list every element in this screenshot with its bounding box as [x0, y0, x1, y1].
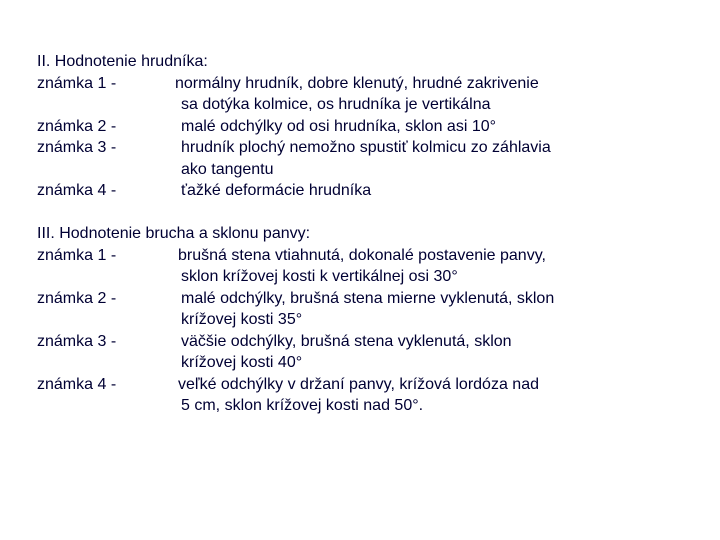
description-line: 5 cm, sklon krížovej kosti nad 50°. [181, 397, 424, 414]
grade-row-3 [37, 137, 697, 180]
grade-label: známka 2 - [37, 289, 117, 307]
grade-row-4 [37, 374, 697, 417]
grade-description [181, 288, 697, 331]
grade-description [181, 331, 697, 374]
section-chest-assessment [37, 51, 697, 202]
section-abdomen-pelvis-assessment [37, 223, 697, 417]
description-line: sa dotýka kolmice, os hrudníka je vertikálna [181, 96, 491, 113]
grade-description [181, 180, 697, 202]
section-title: III. Hodnotenie brucha a sklonu panvy: [37, 225, 311, 242]
grade-row-4 [37, 180, 697, 202]
grade-description [181, 116, 697, 138]
description-line: ako tangentu [181, 160, 274, 178]
grade-label: známka 3 - [37, 332, 117, 350]
description-line: malé odchýlky, brušná stena mierne vyklenutá, sklon [181, 289, 555, 307]
grade-label: známka 1 - [37, 246, 117, 264]
grade-row-2 [37, 116, 697, 138]
grade-label: známka 4 - [37, 375, 117, 393]
grade-label: známka 3 - [37, 139, 117, 156]
grade-row-3 [37, 331, 697, 374]
grade-description [178, 245, 697, 288]
description-line: normálny hrudník, dobre klenutý, hrudné zakrivenie [175, 74, 539, 92]
grade-description [175, 73, 697, 116]
description-line: sklon krížovej kosti k vertikálnej osi 30° [181, 268, 458, 285]
grade-label: známka 1 - [37, 74, 117, 92]
description-line: veľké odchýlky v držaní panvy, krížová lordóza nad [178, 375, 539, 393]
description-line: ťažké deformácie hrudníka [181, 182, 372, 199]
grade-row-2 [37, 288, 697, 331]
grade-description [181, 137, 697, 180]
description-line: krížovej kosti 40° [181, 354, 303, 371]
description-line: krížovej kosti 35° [181, 311, 303, 328]
section-spacer [37, 202, 697, 224]
description-line: brušná stena vtiahnutá, dokonalé postavenie panvy, [178, 246, 546, 264]
document-body [37, 51, 697, 417]
section-title: II. Hodnotenie hrudníka: [37, 53, 208, 70]
grade-description [178, 374, 697, 417]
description-line: hrudník plochý nemožno spustiť kolmicu zo záhlavia [181, 139, 551, 156]
grade-row-1 [37, 73, 697, 116]
grade-label: známka 2 - [37, 117, 117, 135]
description-line: malé odchýlky od osi hrudníka, sklon asi 10° [181, 117, 497, 135]
grade-label: známka 4 - [37, 182, 117, 199]
grade-row-1 [37, 245, 697, 288]
description-line: väčšie odchýlky, brušná stena vyklenutá, sklon [181, 332, 512, 350]
